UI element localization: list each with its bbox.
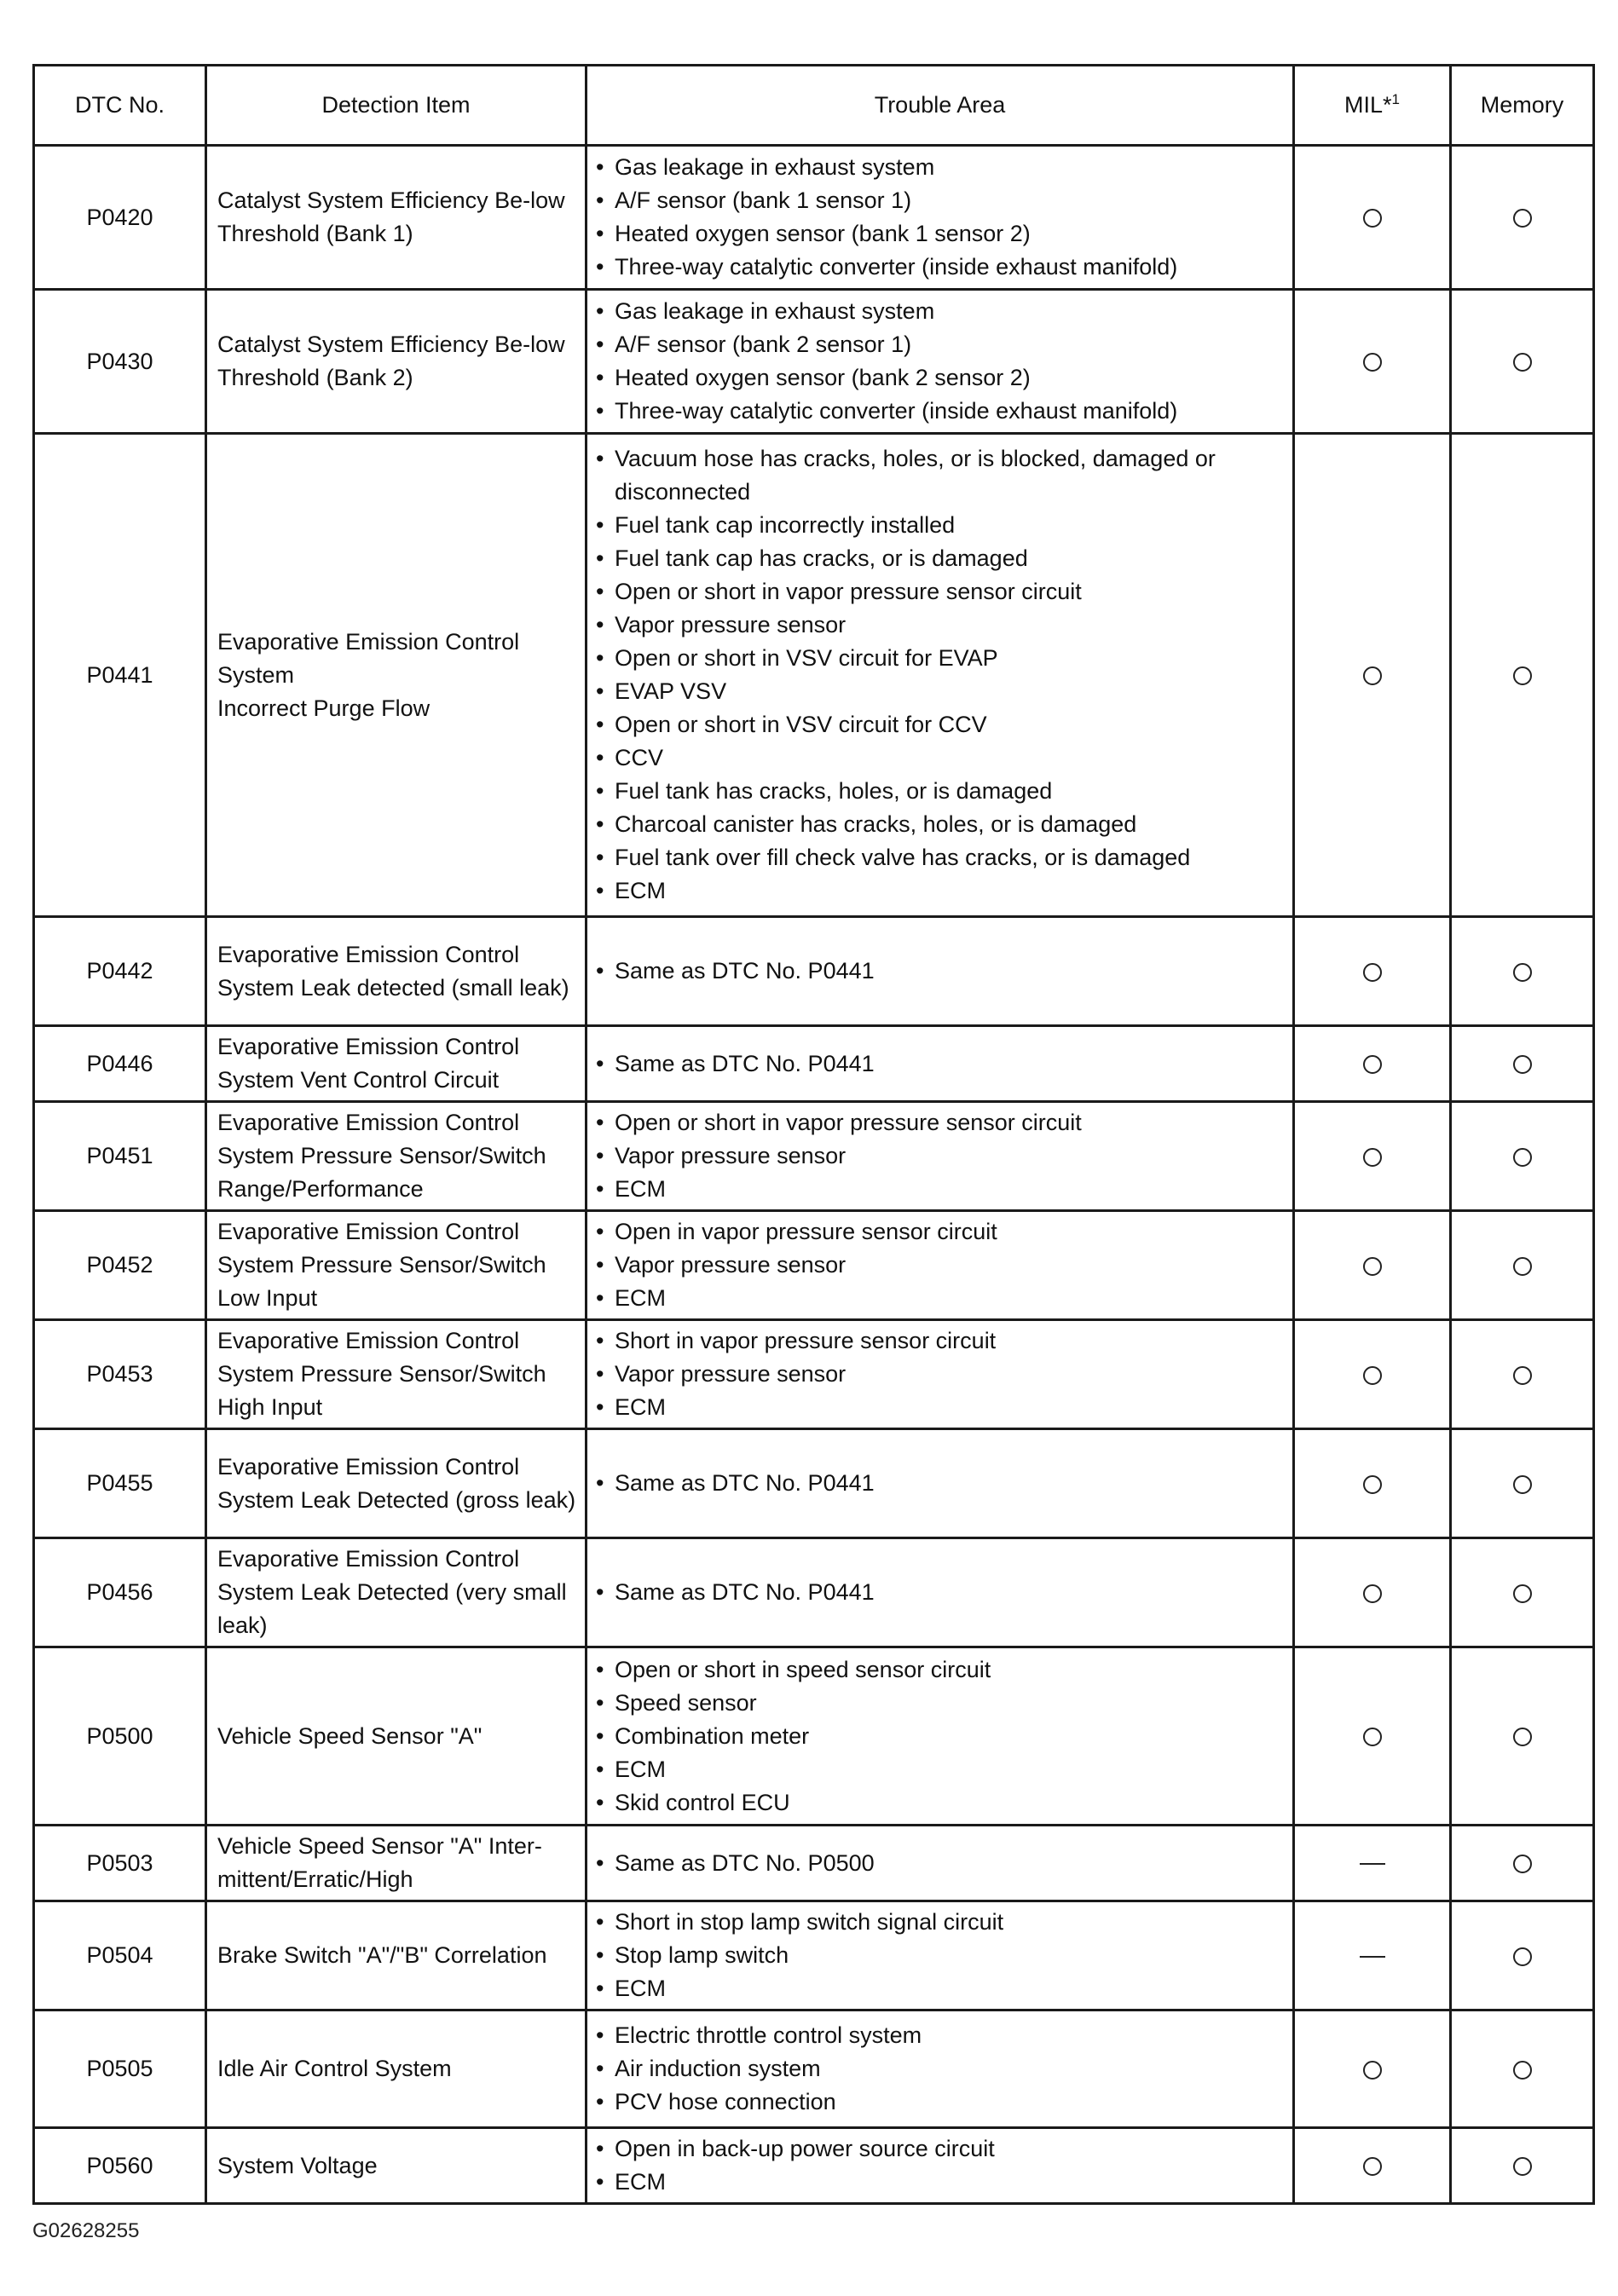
- trouble-item: • ECM: [596, 1173, 1284, 1206]
- trouble-area: [587, 1211, 1294, 1320]
- mil-cell: [1294, 1026, 1451, 1102]
- mil-cell: [1294, 1320, 1451, 1429]
- memory-cell: [1451, 146, 1594, 290]
- circle-icon: [1513, 209, 1532, 228]
- trouble-item: • ECM: [596, 1972, 1284, 2005]
- memory-cell: [1451, 290, 1594, 434]
- trouble-item: • Electric throttle control system: [596, 2019, 1284, 2052]
- circle-icon: [1513, 1584, 1532, 1603]
- dtc-code: P0456: [34, 1538, 206, 1647]
- circle-icon: [1363, 1366, 1382, 1385]
- mil-cell: [1294, 1102, 1451, 1211]
- trouble-item: • Gas leakage in exhaust system: [596, 151, 1284, 184]
- trouble-item: • Same as DTC No. P0500: [596, 1847, 1284, 1880]
- trouble-list: [596, 1106, 1284, 1206]
- memory-cell: [1451, 1429, 1594, 1538]
- trouble-list: [596, 1906, 1284, 2005]
- detection-item: Evaporative Emission Control System Incorrect Purge Flow: [206, 434, 587, 917]
- trouble-item: • Skid control ECU: [596, 1786, 1284, 1820]
- table-row: [34, 2128, 1594, 2204]
- trouble-item: • Vapor pressure sensor: [596, 609, 1284, 642]
- mil-cell: [1294, 1538, 1451, 1647]
- trouble-item: • Same as DTC No. P0441: [596, 1576, 1284, 1609]
- memory-cell: [1451, 434, 1594, 917]
- trouble-item: • Fuel tank cap has cracks, or is damaged: [596, 542, 1284, 575]
- circle-icon: [1513, 1055, 1532, 1074]
- memory-cell: [1451, 1211, 1594, 1320]
- mil-cell: [1294, 290, 1451, 434]
- trouble-item: • Vapor pressure sensor: [596, 1139, 1284, 1173]
- trouble-item: • Same as DTC No. P0441: [596, 955, 1284, 988]
- dtc-code: P0441: [34, 434, 206, 917]
- memory-cell: [1451, 2128, 1594, 2204]
- dtc-code: P0500: [34, 1647, 206, 1826]
- header-memory: Memory: [1451, 66, 1594, 146]
- table-row: [34, 1320, 1594, 1429]
- memory-cell: [1451, 1647, 1594, 1826]
- memory-cell: [1451, 2010, 1594, 2128]
- memory-cell: [1451, 1901, 1594, 2010]
- dtc-code: P0505: [34, 2010, 206, 2128]
- mil-cell: [1294, 2010, 1451, 2128]
- detection-item: Vehicle Speed Sensor "A" Inter-mittent/Erratic/High: [206, 1826, 587, 1901]
- mil-cell: [1294, 1211, 1451, 1320]
- circle-icon: [1363, 353, 1382, 372]
- trouble-item: • Three-way catalytic converter (inside exhaust manifold): [596, 251, 1284, 284]
- trouble-list: [596, 955, 1284, 988]
- table-row: [34, 434, 1594, 917]
- detection-item: Evaporative Emission Control System Pressure Sensor/Switch Low Input: [206, 1211, 587, 1320]
- trouble-item: • Open or short in vapor pressure sensor circuit: [596, 1106, 1284, 1139]
- trouble-area: [587, 1647, 1294, 1826]
- dtc-code: P0446: [34, 1026, 206, 1102]
- trouble-item: • Air induction system: [596, 2052, 1284, 2085]
- header-detection-item: Detection Item: [206, 66, 587, 146]
- detection-item: Vehicle Speed Sensor "A": [206, 1647, 587, 1826]
- header-mil: [1294, 66, 1451, 146]
- trouble-area: [587, 434, 1294, 917]
- trouble-item: • Vapor pressure sensor: [596, 1358, 1284, 1391]
- trouble-item: • PCV hose connection: [596, 2085, 1284, 2119]
- circle-icon: [1363, 2061, 1382, 2080]
- trouble-item: • CCV: [596, 741, 1284, 775]
- dtc-table: [32, 64, 1595, 2205]
- trouble-list: [596, 1576, 1284, 1609]
- mil-cell: [1294, 434, 1451, 917]
- trouble-list: [596, 1047, 1284, 1081]
- header-dtc: DTC No.: [34, 66, 206, 146]
- dtc-code: P0430: [34, 290, 206, 434]
- trouble-list: [596, 1847, 1284, 1880]
- circle-icon: [1513, 963, 1532, 982]
- memory-cell: [1451, 1538, 1594, 1647]
- trouble-item: • ECM: [596, 874, 1284, 908]
- trouble-list: [596, 442, 1284, 908]
- memory-cell: [1451, 917, 1594, 1026]
- trouble-item: • ECM: [596, 1753, 1284, 1786]
- dtc-code: P0453: [34, 1320, 206, 1429]
- dtc-code: P0503: [34, 1826, 206, 1901]
- table-row: [34, 1901, 1594, 2010]
- trouble-area: [587, 1901, 1294, 2010]
- table-row: [34, 146, 1594, 290]
- trouble-area: [587, 2010, 1294, 2128]
- dtc-code: P0560: [34, 2128, 206, 2204]
- header-row: [34, 66, 1594, 146]
- header-mil-footnote: 1: [1391, 91, 1400, 107]
- detection-item: Evaporative Emission Control System Leak detected (small leak): [206, 917, 587, 1026]
- trouble-list: [596, 1324, 1284, 1424]
- trouble-item: • Charcoal canister has cracks, holes, or is damaged: [596, 808, 1284, 841]
- trouble-item: • Open or short in VSV circuit for EVAP: [596, 642, 1284, 675]
- trouble-item: • Heated oxygen sensor (bank 2 sensor 2): [596, 361, 1284, 395]
- table-row: [34, 1538, 1594, 1647]
- table-row: [34, 1429, 1594, 1538]
- trouble-list: [596, 1653, 1284, 1820]
- mil-cell: [1294, 2128, 1451, 2204]
- trouble-item: • Open in vapor pressure sensor circuit: [596, 1215, 1284, 1249]
- trouble-area: [587, 290, 1294, 434]
- trouble-item: • Short in vapor pressure sensor circuit: [596, 1324, 1284, 1358]
- table-row: [34, 1102, 1594, 1211]
- dtc-code: P0504: [34, 1901, 206, 2010]
- circle-icon: [1363, 666, 1382, 685]
- trouble-item: • Open or short in vapor pressure sensor circuit: [596, 575, 1284, 609]
- circle-icon: [1363, 1257, 1382, 1276]
- memory-cell: [1451, 1826, 1594, 1901]
- trouble-item: • A/F sensor (bank 2 sensor 1): [596, 328, 1284, 361]
- header-trouble-area: Trouble Area: [587, 66, 1294, 146]
- trouble-list: [596, 2132, 1284, 2199]
- trouble-item: • A/F sensor (bank 1 sensor 1): [596, 184, 1284, 217]
- trouble-area: [587, 2128, 1294, 2204]
- trouble-area: [587, 1826, 1294, 1901]
- trouble-list: [596, 151, 1284, 284]
- header-mil-label: MIL*: [1344, 92, 1392, 118]
- detection-item: Evaporative Emission Control System Pressure Sensor/Switch High Input: [206, 1320, 587, 1429]
- figure-code: G02628255: [32, 2219, 140, 2242]
- dash-icon: [1360, 1956, 1385, 1958]
- circle-icon: [1363, 963, 1382, 982]
- trouble-item: • Three-way catalytic converter (inside exhaust manifold): [596, 395, 1284, 428]
- trouble-item: • ECM: [596, 1282, 1284, 1315]
- dtc-code: P0451: [34, 1102, 206, 1211]
- table-row: [34, 917, 1594, 1026]
- circle-icon: [1513, 666, 1532, 685]
- dtc-table-body: [34, 146, 1594, 2204]
- trouble-item: • Same as DTC No. P0441: [596, 1047, 1284, 1081]
- trouble-item: • Heated oxygen sensor (bank 1 sensor 2): [596, 217, 1284, 251]
- circle-icon: [1513, 1728, 1532, 1746]
- table-row: [34, 1647, 1594, 1826]
- trouble-list: [596, 295, 1284, 428]
- trouble-item: • Fuel tank cap incorrectly installed: [596, 509, 1284, 542]
- mil-cell: [1294, 1429, 1451, 1538]
- detection-item: System Voltage: [206, 2128, 587, 2204]
- memory-cell: [1451, 1320, 1594, 1429]
- trouble-item: • Stop lamp switch: [596, 1939, 1284, 1972]
- trouble-item: • Combination meter: [596, 1720, 1284, 1753]
- dtc-code: P0442: [34, 917, 206, 1026]
- trouble-item: • Vacuum hose has cracks, holes, or is blocked, damaged or disconnected: [596, 442, 1284, 509]
- circle-icon: [1513, 1366, 1532, 1385]
- trouble-list: [596, 1215, 1284, 1315]
- circle-icon: [1513, 2061, 1532, 2080]
- dash-icon: [1360, 1863, 1385, 1865]
- trouble-list: [596, 1467, 1284, 1500]
- trouble-area: [587, 1429, 1294, 1538]
- trouble-area: [587, 1320, 1294, 1429]
- memory-cell: [1451, 1026, 1594, 1102]
- trouble-item: • Gas leakage in exhaust system: [596, 295, 1284, 328]
- dtc-code: P0455: [34, 1429, 206, 1538]
- trouble-area: [587, 1102, 1294, 1211]
- trouble-item: • Vapor pressure sensor: [596, 1249, 1284, 1282]
- circle-icon: [1363, 1728, 1382, 1746]
- circle-icon: [1513, 2157, 1532, 2176]
- mil-cell: [1294, 1647, 1451, 1826]
- circle-icon: [1513, 1148, 1532, 1167]
- detection-item: Evaporative Emission Control System Leak Detected (very small leak): [206, 1538, 587, 1647]
- circle-icon: [1363, 209, 1382, 228]
- trouble-item: • Same as DTC No. P0441: [596, 1467, 1284, 1500]
- circle-icon: [1363, 1148, 1382, 1167]
- circle-icon: [1513, 1947, 1532, 1966]
- table-row: [34, 290, 1594, 434]
- trouble-item: • EVAP VSV: [596, 675, 1284, 708]
- circle-icon: [1363, 1475, 1382, 1494]
- detection-item: Evaporative Emission Control System Vent Control Circuit: [206, 1026, 587, 1102]
- mil-cell: [1294, 146, 1451, 290]
- trouble-area: [587, 146, 1294, 290]
- trouble-item: • Open or short in VSV circuit for CCV: [596, 708, 1284, 741]
- trouble-item: • Fuel tank has cracks, holes, or is damaged: [596, 775, 1284, 808]
- dtc-code: P0452: [34, 1211, 206, 1320]
- detection-item: Evaporative Emission Control System Leak Detected (gross leak): [206, 1429, 587, 1538]
- circle-icon: [1363, 2157, 1382, 2176]
- trouble-item: • Fuel tank over fill check valve has cracks, or is damaged: [596, 841, 1284, 874]
- circle-icon: [1513, 353, 1532, 372]
- detection-item: Idle Air Control System: [206, 2010, 587, 2128]
- table-row: [34, 2010, 1594, 2128]
- detection-item: Brake Switch "A"/"B" Correlation: [206, 1901, 587, 2010]
- dtc-code: P0420: [34, 146, 206, 290]
- trouble-area: [587, 1538, 1294, 1647]
- trouble-area: [587, 917, 1294, 1026]
- detection-item: Catalyst System Efficiency Be-low Threshold (Bank 2): [206, 290, 587, 434]
- mil-cell: [1294, 1901, 1451, 2010]
- table-row: [34, 1826, 1594, 1901]
- trouble-item: • Open or short in speed sensor circuit: [596, 1653, 1284, 1687]
- circle-icon: [1513, 1855, 1532, 1873]
- detection-item: Catalyst System Efficiency Be-low Threshold (Bank 1): [206, 146, 587, 290]
- trouble-area: [587, 1026, 1294, 1102]
- trouble-item: • ECM: [596, 2166, 1284, 2199]
- mil-cell: [1294, 1826, 1451, 1901]
- table-row: [34, 1211, 1594, 1320]
- circle-icon: [1363, 1055, 1382, 1074]
- detection-item: Evaporative Emission Control System Pressure Sensor/Switch Range/Performance: [206, 1102, 587, 1211]
- trouble-item: • Speed sensor: [596, 1687, 1284, 1720]
- trouble-item: • ECM: [596, 1391, 1284, 1424]
- trouble-item: • Open in back-up power source circuit: [596, 2132, 1284, 2166]
- trouble-item: • Short in stop lamp switch signal circuit: [596, 1906, 1284, 1939]
- memory-cell: [1451, 1102, 1594, 1211]
- mil-cell: [1294, 917, 1451, 1026]
- table-row: [34, 1026, 1594, 1102]
- trouble-list: [596, 2019, 1284, 2119]
- circle-icon: [1363, 1584, 1382, 1603]
- circle-icon: [1513, 1475, 1532, 1494]
- circle-icon: [1513, 1257, 1532, 1276]
